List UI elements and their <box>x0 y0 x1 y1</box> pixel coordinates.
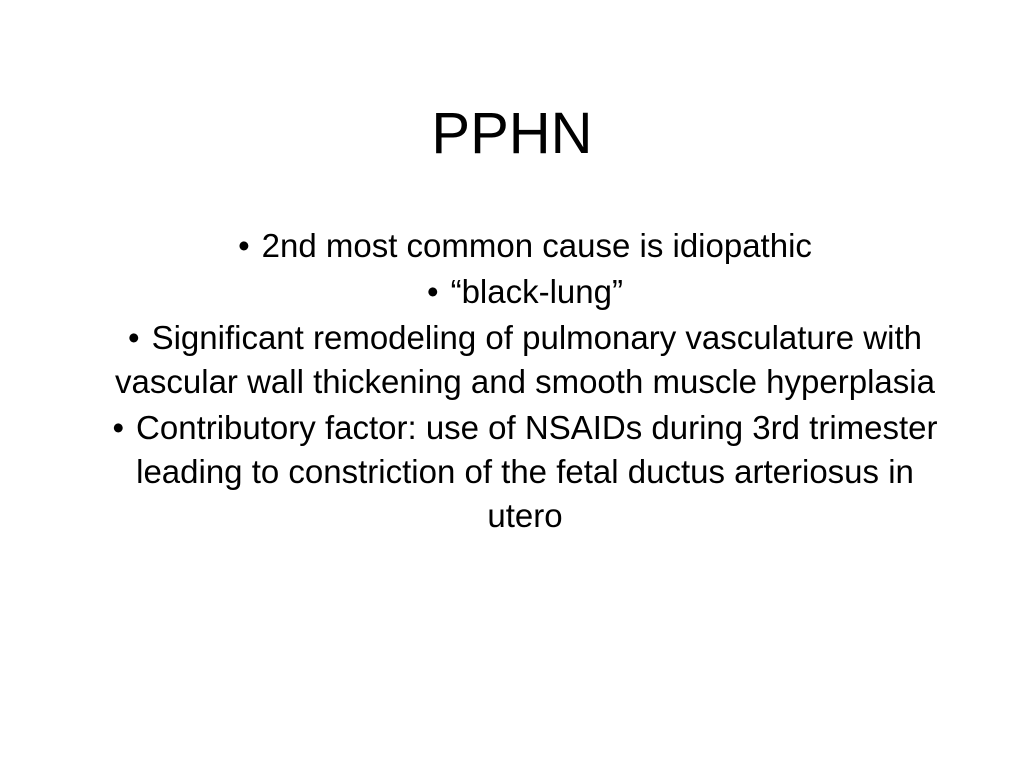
bullet-text: Significant remodeling of pulmonary vasculature with vascular wall thickening and smooth muscle hyperplasia <box>115 319 935 400</box>
bullet-item <box>100 224 950 268</box>
bullet-item <box>100 270 950 314</box>
bullet-marker: • <box>427 273 439 310</box>
bullet-text: Contributory factor: use of NSAIDs during 3rd trimester leading to constriction of the fetal ductus arteriosus in utero <box>136 409 938 534</box>
bullet-marker: • <box>112 409 125 446</box>
bullet-text: “black-lung” <box>450 273 623 310</box>
bullet-marker: • <box>238 227 250 264</box>
bullet-item <box>100 406 950 538</box>
bullet-list <box>100 224 950 540</box>
slide-title: PPHN <box>431 101 593 166</box>
bullet-text: 2nd most common cause is idiopathic <box>261 227 812 264</box>
bullet-item <box>100 316 950 404</box>
bullet-marker: • <box>128 319 140 356</box>
